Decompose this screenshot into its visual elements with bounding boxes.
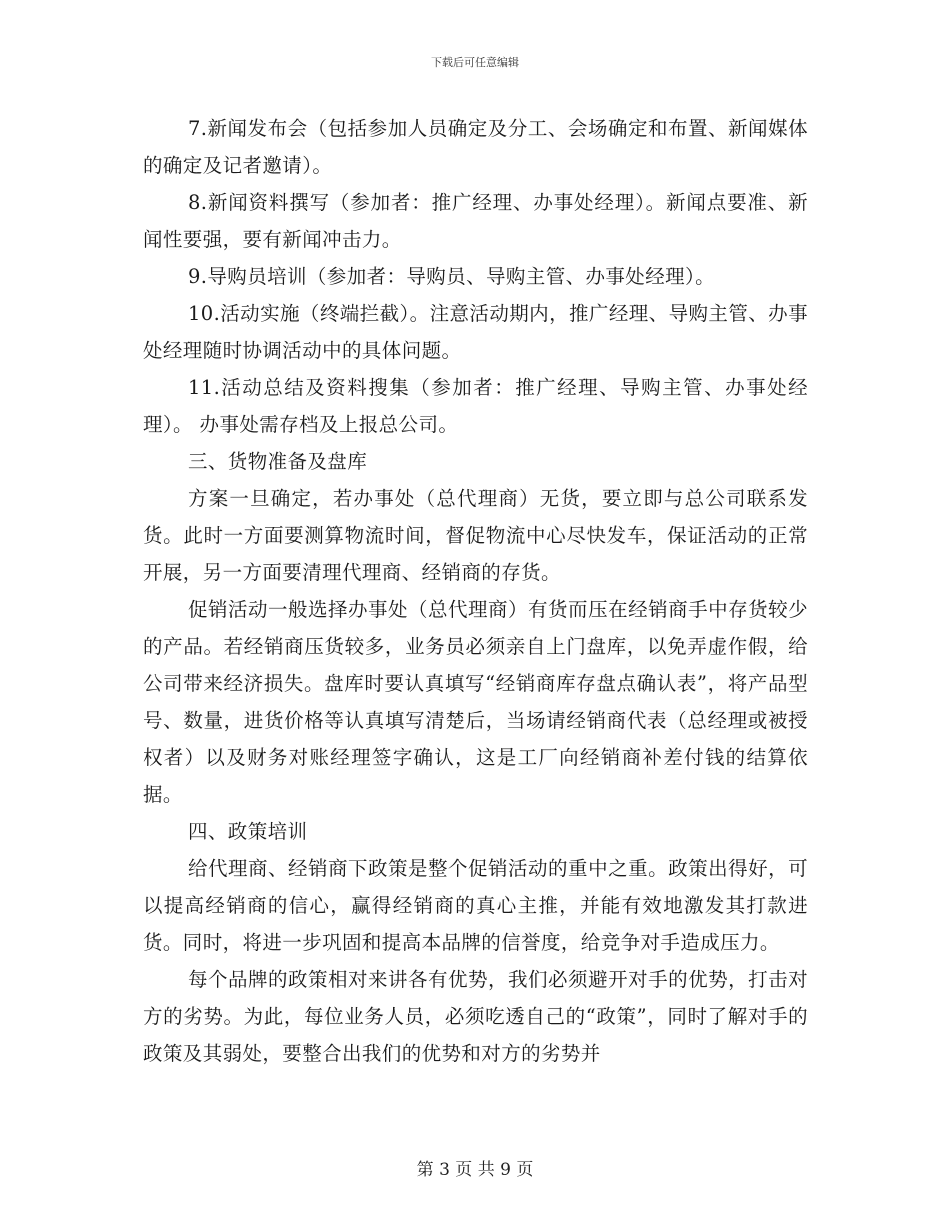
paragraph-goods-shipping: 方案一旦确定，若办事处（总代理商）无货，要立即与总公司联系发货。此时一方面要测算物流时间，督促物流中心尽快发车，保证活动的正常开展，另一方面要清理代理商、经销商的存货。 [143, 487, 808, 584]
paragraph-policy-comparison: 每个品牌的政策相对来讲各有优势，我们必须避开对手的优势，打击对方的劣势。为此，每位业务人员，必须吃透自己的“政策”，同时了解对手的政策及其弱处，要整合出我们的优势和对方的劣势并 [143, 968, 808, 1065]
page-number-footer: 第 3 页 共 9 页 [416, 1160, 534, 1180]
paragraph-item-11: 11.活动总结及资料搜集（参加者：推广经理、导购主管、办事处经理）。 办事处需存档及上报总公司。 [143, 376, 808, 436]
section-heading-goods-inventory: 三、货物准备及盘库 [188, 450, 368, 473]
page-header-note: 下载后可任意编辑 [431, 56, 519, 69]
paragraph-item-10: 10.活动实施（终端拦截）。注意活动期内，推广经理、导购主管、办事处经理随时协调活动中的具体问题。 [143, 302, 808, 362]
section-heading-policy-training: 四、政策培训 [188, 820, 308, 843]
paragraph-policy-importance: 给代理商、经销商下政策是整个促销活动的重中之重。政策出得好，可以提高经销商的信心，赢得经销商的真心主推，并能有效地激发其打款进货。同时，将进一步巩固和提高本品牌的信誉度，给竞争对手造成压力。 [143, 857, 808, 954]
document-body [143, 110, 808, 1072]
paragraph-inventory-check: 促销活动一般选择办事处（总代理商）有货而压在经销商手中存货较少的产品。若经销商压货较多，业务员必须亲自上门盘库，以免弄虚作假，给公司带来经济损失。盘库时要认真填写“经销商库存盘点确认表”，将产品型号、数量，进货价格等认真填写清楚后，当场请经销商代表（总经理或被授权者）以及财务对账经理签字确认，这是工厂向经销商补差付钱的结算依据。 [143, 598, 808, 806]
paragraph-item-8: 8.新闻资料撰写（参加者：推广经理、办事处经理）。新闻点要准、新闻性要强，要有新闻冲击力。 [143, 191, 808, 251]
paragraph-item-9: 9.导购员培训（参加者：导购员、导购主管、办事处经理）。 [188, 265, 716, 288]
paragraph-item-7: 7.新闻发布会（包括参加人员确定及分工、会场确定和布置、新闻媒体的确定及记者邀请）。 [143, 117, 808, 177]
